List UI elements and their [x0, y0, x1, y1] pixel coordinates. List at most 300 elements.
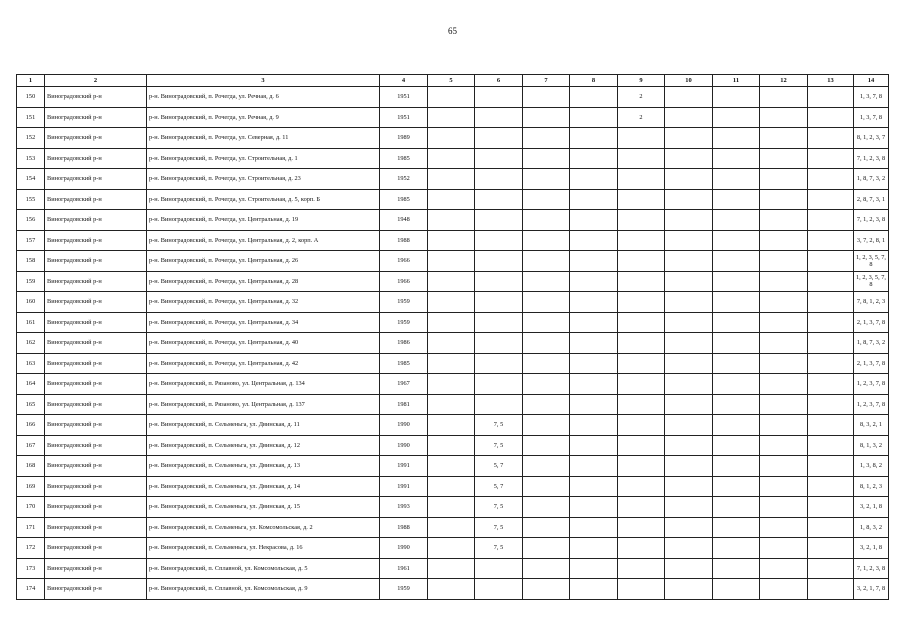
page-number: 65 [448, 26, 457, 36]
column-9-cell [618, 374, 665, 395]
address-cell: р-н. Виноградовский, п. Сельменьга, ул. Двинская, д. 13 [147, 456, 380, 477]
column-11-cell [713, 189, 760, 210]
table-row [17, 476, 889, 497]
column-8-cell [570, 312, 618, 333]
table-row [17, 107, 889, 128]
row-number: 150 [17, 87, 45, 108]
column-9-cell [618, 271, 665, 292]
column-7-cell [523, 456, 570, 477]
district-cell: Виноградовский р-н [45, 148, 147, 169]
address-cell: р-н. Виноградовский, п. Рочегда, ул. Северная, д. 11 [147, 128, 380, 149]
column-12-cell [760, 271, 808, 292]
column-6-cell [475, 251, 523, 272]
district-cell: Виноградовский р-н [45, 292, 147, 313]
row-number: 169 [17, 476, 45, 497]
column-5-cell [428, 189, 475, 210]
address-cell: р-н. Виноградовский, п. Сплавной, ул. Комсомольская, д. 5 [147, 558, 380, 579]
row-number: 163 [17, 353, 45, 374]
column-9-cell [618, 579, 665, 600]
year-cell: 1991 [380, 456, 428, 477]
district-cell: Виноградовский р-н [45, 87, 147, 108]
column-6-cell: 5, 7 [475, 476, 523, 497]
column-7-cell [523, 517, 570, 538]
column-7-cell [523, 497, 570, 518]
district-cell: Виноградовский р-н [45, 456, 147, 477]
column-9-cell [618, 292, 665, 313]
column-5-cell [428, 579, 475, 600]
column-11-cell [713, 456, 760, 477]
row-number: 156 [17, 210, 45, 231]
address-cell: р-н. Виноградовский, п. Рочегда, ул. Центральная, д. 19 [147, 210, 380, 231]
column-6-cell: 7, 5 [475, 415, 523, 436]
table-row [17, 353, 889, 374]
table-row [17, 128, 889, 149]
column-11-cell [713, 292, 760, 313]
column-10-cell [665, 148, 713, 169]
column-8-cell [570, 251, 618, 272]
row-number: 161 [17, 312, 45, 333]
codes-cell: 7, 1, 2, 3, 8 [854, 210, 889, 231]
column-6-cell [475, 230, 523, 251]
row-number: 159 [17, 271, 45, 292]
column-12-cell [760, 538, 808, 559]
year-cell: 1981 [380, 394, 428, 415]
column-7-cell [523, 333, 570, 354]
column-6-cell [475, 579, 523, 600]
table-row [17, 517, 889, 538]
district-cell: Виноградовский р-н [45, 476, 147, 497]
column-13-cell [808, 292, 854, 313]
district-cell: Виноградовский р-н [45, 374, 147, 395]
column-13-cell [808, 579, 854, 600]
column-13-cell [808, 169, 854, 190]
column-5-cell [428, 271, 475, 292]
column-8-cell [570, 374, 618, 395]
year-cell: 1966 [380, 251, 428, 272]
column-9-cell [618, 169, 665, 190]
column-10-cell [665, 374, 713, 395]
codes-cell: 8, 3, 2, 1 [854, 415, 889, 436]
column-5-cell [428, 107, 475, 128]
column-12-cell [760, 230, 808, 251]
column-13-cell [808, 538, 854, 559]
column-11-cell [713, 579, 760, 600]
column-13-cell [808, 128, 854, 149]
column-12-cell [760, 169, 808, 190]
row-number: 158 [17, 251, 45, 272]
column-13-cell [808, 374, 854, 395]
district-cell: Виноградовский р-н [45, 251, 147, 272]
row-number: 154 [17, 169, 45, 190]
year-cell: 1990 [380, 435, 428, 456]
year-cell: 1990 [380, 538, 428, 559]
column-7-cell [523, 169, 570, 190]
column-12-cell [760, 251, 808, 272]
column-7-cell [523, 128, 570, 149]
district-cell: Виноградовский р-н [45, 312, 147, 333]
column-11-cell [713, 374, 760, 395]
table-row [17, 456, 889, 477]
column-13-cell [808, 87, 854, 108]
year-cell: 1959 [380, 579, 428, 600]
column-12-cell [760, 107, 808, 128]
column-10-cell [665, 271, 713, 292]
column-5-cell [428, 353, 475, 374]
address-cell: р-н. Виноградовский, п. Рочегда, ул. Центральная, д. 34 [147, 312, 380, 333]
column-header-9: 9 [618, 75, 665, 87]
row-number: 157 [17, 230, 45, 251]
codes-cell: 7, 1, 2, 3, 8 [854, 558, 889, 579]
codes-cell: 1, 2, 3, 7, 8 [854, 374, 889, 395]
column-8-cell [570, 128, 618, 149]
table-row [17, 189, 889, 210]
row-number: 170 [17, 497, 45, 518]
column-10-cell [665, 292, 713, 313]
address-cell: р-н. Виноградовский, п. Рочегда, ул. Центральная, д. 28 [147, 271, 380, 292]
column-13-cell [808, 210, 854, 231]
year-cell: 1951 [380, 107, 428, 128]
codes-cell: 8, 1, 2, 3 [854, 476, 889, 497]
column-9-cell [618, 312, 665, 333]
column-13-cell [808, 230, 854, 251]
column-9-cell [618, 189, 665, 210]
column-12-cell [760, 312, 808, 333]
district-cell: Виноградовский р-н [45, 538, 147, 559]
column-9-cell: 2 [618, 107, 665, 128]
column-11-cell [713, 107, 760, 128]
column-11-cell [713, 435, 760, 456]
year-cell: 1986 [380, 333, 428, 354]
column-11-cell [713, 394, 760, 415]
column-7-cell [523, 353, 570, 374]
year-cell: 1991 [380, 476, 428, 497]
column-11-cell [713, 148, 760, 169]
column-9-cell [618, 517, 665, 538]
table-body [17, 87, 889, 600]
district-cell: Виноградовский р-н [45, 333, 147, 354]
codes-cell: 3, 2, 1, 8 [854, 497, 889, 518]
table-row [17, 538, 889, 559]
table-row [17, 497, 889, 518]
address-cell: р-н. Виноградовский, п. Рочегда, ул. Центральная, д. 40 [147, 333, 380, 354]
column-header-6: 6 [475, 75, 523, 87]
column-7-cell [523, 374, 570, 395]
column-10-cell [665, 128, 713, 149]
address-cell: р-н. Виноградовский, п. Рочегда, ул. Центральная, д. 26 [147, 251, 380, 272]
codes-cell: 2, 1, 3, 7, 8 [854, 312, 889, 333]
year-cell: 1985 [380, 148, 428, 169]
column-8-cell [570, 435, 618, 456]
column-10-cell [665, 87, 713, 108]
column-11-cell [713, 333, 760, 354]
column-6-cell [475, 148, 523, 169]
column-12-cell [760, 353, 808, 374]
column-13-cell [808, 271, 854, 292]
column-10-cell [665, 189, 713, 210]
address-cell: р-н. Виноградовский, п. Рочегда, ул. Речная, д. 6 [147, 87, 380, 108]
column-6-cell [475, 87, 523, 108]
column-5-cell [428, 476, 475, 497]
column-12-cell [760, 292, 808, 313]
codes-cell: 1, 8, 7, 3, 2 [854, 169, 889, 190]
column-5-cell [428, 251, 475, 272]
table-row [17, 210, 889, 231]
column-10-cell [665, 210, 713, 231]
column-8-cell [570, 230, 618, 251]
data-table [16, 74, 889, 600]
year-cell: 1967 [380, 374, 428, 395]
table-row [17, 148, 889, 169]
column-10-cell [665, 517, 713, 538]
column-9-cell [618, 415, 665, 436]
district-cell: Виноградовский р-н [45, 271, 147, 292]
column-13-cell [808, 394, 854, 415]
table-row [17, 292, 889, 313]
column-header-7: 7 [523, 75, 570, 87]
column-8-cell [570, 579, 618, 600]
year-cell: 1966 [380, 271, 428, 292]
column-10-cell [665, 169, 713, 190]
column-13-cell [808, 435, 854, 456]
district-cell: Виноградовский р-н [45, 415, 147, 436]
column-7-cell [523, 579, 570, 600]
column-6-cell [475, 333, 523, 354]
row-number: 153 [17, 148, 45, 169]
column-10-cell [665, 435, 713, 456]
column-5-cell [428, 230, 475, 251]
column-header-4: 4 [380, 75, 428, 87]
column-5-cell [428, 497, 475, 518]
column-10-cell [665, 538, 713, 559]
column-11-cell [713, 538, 760, 559]
address-cell: р-н. Виноградовский, п. Сельменьга, ул. Двинская, д. 11 [147, 415, 380, 436]
column-10-cell [665, 312, 713, 333]
column-13-cell [808, 558, 854, 579]
column-12-cell [760, 558, 808, 579]
row-number: 162 [17, 333, 45, 354]
address-cell: р-н. Виноградовский, п. Рязаново, ул. Центральная, д. 134 [147, 374, 380, 395]
column-8-cell [570, 476, 618, 497]
address-cell: р-н. Виноградовский, п. Сельменьга, ул. Двинская, д. 14 [147, 476, 380, 497]
column-7-cell [523, 148, 570, 169]
column-6-cell [475, 169, 523, 190]
year-cell: 1985 [380, 189, 428, 210]
column-5-cell [428, 374, 475, 395]
address-cell: р-н. Виноградовский, п. Рочегда, ул. Строительная, д. 23 [147, 169, 380, 190]
column-header-8: 8 [570, 75, 618, 87]
year-cell: 1959 [380, 292, 428, 313]
column-12-cell [760, 333, 808, 354]
column-7-cell [523, 435, 570, 456]
row-number: 155 [17, 189, 45, 210]
year-cell: 1988 [380, 230, 428, 251]
column-8-cell [570, 394, 618, 415]
column-11-cell [713, 251, 760, 272]
column-8-cell [570, 415, 618, 436]
column-7-cell [523, 251, 570, 272]
table-row [17, 374, 889, 395]
column-5-cell [428, 169, 475, 190]
column-9-cell [618, 353, 665, 374]
table-row [17, 558, 889, 579]
table-row [17, 333, 889, 354]
column-9-cell [618, 435, 665, 456]
codes-cell: 3, 2, 1, 8 [854, 538, 889, 559]
column-8-cell [570, 169, 618, 190]
year-cell: 1993 [380, 497, 428, 518]
column-11-cell [713, 476, 760, 497]
column-6-cell [475, 394, 523, 415]
address-cell: р-н. Виноградовский, п. Рязаново, ул. Центральная, д. 137 [147, 394, 380, 415]
column-8-cell [570, 292, 618, 313]
column-6-cell [475, 292, 523, 313]
district-cell: Виноградовский р-н [45, 210, 147, 231]
column-header-11: 11 [713, 75, 760, 87]
district-cell: Виноградовский р-н [45, 558, 147, 579]
column-11-cell [713, 517, 760, 538]
column-12-cell [760, 87, 808, 108]
table-row [17, 230, 889, 251]
column-5-cell [428, 456, 475, 477]
column-9-cell [618, 128, 665, 149]
column-11-cell [713, 210, 760, 231]
column-9-cell [618, 538, 665, 559]
district-cell: Виноградовский р-н [45, 230, 147, 251]
column-12-cell [760, 476, 808, 497]
column-11-cell [713, 353, 760, 374]
row-number: 151 [17, 107, 45, 128]
codes-cell: 7, 1, 2, 3, 8 [854, 148, 889, 169]
district-cell: Виноградовский р-н [45, 128, 147, 149]
column-7-cell [523, 312, 570, 333]
column-6-cell [475, 558, 523, 579]
district-cell: Виноградовский р-н [45, 435, 147, 456]
column-6-cell [475, 374, 523, 395]
year-cell: 1951 [380, 87, 428, 108]
column-10-cell [665, 107, 713, 128]
year-cell: 1948 [380, 210, 428, 231]
column-12-cell [760, 394, 808, 415]
address-cell: р-н. Виноградовский, п. Сельменьга, ул. Двинская, д. 12 [147, 435, 380, 456]
column-7-cell [523, 292, 570, 313]
column-9-cell [618, 497, 665, 518]
row-number: 165 [17, 394, 45, 415]
table-row [17, 169, 889, 190]
codes-cell: 1, 2, 3, 5, 7, 8 [854, 251, 889, 272]
column-6-cell: 5, 7 [475, 456, 523, 477]
column-5-cell [428, 148, 475, 169]
column-5-cell [428, 292, 475, 313]
column-8-cell [570, 271, 618, 292]
column-12-cell [760, 189, 808, 210]
column-7-cell [523, 415, 570, 436]
column-10-cell [665, 476, 713, 497]
column-header-10: 10 [665, 75, 713, 87]
column-header-2: 2 [45, 75, 147, 87]
codes-cell: 8, 1, 2, 3, 7 [854, 128, 889, 149]
codes-cell: 2, 8, 7, 3, 1 [854, 189, 889, 210]
column-12-cell [760, 497, 808, 518]
column-8-cell [570, 497, 618, 518]
column-6-cell: 7, 5 [475, 517, 523, 538]
header-row [17, 75, 889, 87]
column-7-cell [523, 271, 570, 292]
column-8-cell [570, 189, 618, 210]
column-7-cell [523, 189, 570, 210]
column-6-cell [475, 312, 523, 333]
table-row [17, 312, 889, 333]
codes-cell: 8, 1, 3, 2 [854, 435, 889, 456]
column-header-12: 12 [760, 75, 808, 87]
column-8-cell [570, 538, 618, 559]
column-7-cell [523, 476, 570, 497]
table-row [17, 435, 889, 456]
column-6-cell [475, 189, 523, 210]
row-number: 174 [17, 579, 45, 600]
codes-cell: 3, 2, 1, 7, 8 [854, 579, 889, 600]
column-13-cell [808, 476, 854, 497]
address-cell: р-н. Виноградовский, п. Рочегда, ул. Центральная, д. 42 [147, 353, 380, 374]
column-9-cell [618, 456, 665, 477]
column-9-cell [618, 230, 665, 251]
row-number: 164 [17, 374, 45, 395]
district-cell: Виноградовский р-н [45, 517, 147, 538]
column-10-cell [665, 394, 713, 415]
column-9-cell [618, 251, 665, 272]
codes-cell: 1, 3, 7, 8 [854, 87, 889, 108]
codes-cell: 1, 8, 7, 3, 2 [854, 333, 889, 354]
column-10-cell [665, 333, 713, 354]
column-8-cell [570, 558, 618, 579]
year-cell: 1989 [380, 128, 428, 149]
column-13-cell [808, 517, 854, 538]
codes-cell: 2, 1, 3, 7, 8 [854, 353, 889, 374]
address-cell: р-н. Виноградовский, п. Сельменьга, ул. Комсомольская, д. 2 [147, 517, 380, 538]
column-12-cell [760, 517, 808, 538]
column-6-cell [475, 353, 523, 374]
column-6-cell [475, 210, 523, 231]
codes-cell: 3, 7, 2, 8, 1 [854, 230, 889, 251]
address-cell: р-н. Виноградовский, п. Сельменьга, ул. Двинская, д. 15 [147, 497, 380, 518]
codes-cell: 7, 8, 1, 2, 3 [854, 292, 889, 313]
row-number: 167 [17, 435, 45, 456]
column-12-cell [760, 128, 808, 149]
column-10-cell [665, 579, 713, 600]
codes-cell: 1, 3, 7, 8 [854, 107, 889, 128]
table-row [17, 394, 889, 415]
column-13-cell [808, 353, 854, 374]
column-5-cell [428, 312, 475, 333]
year-cell: 1952 [380, 169, 428, 190]
column-13-cell [808, 251, 854, 272]
column-6-cell [475, 107, 523, 128]
column-13-cell [808, 189, 854, 210]
table-row [17, 579, 889, 600]
column-header-3: 3 [147, 75, 380, 87]
column-11-cell [713, 497, 760, 518]
column-9-cell [618, 333, 665, 354]
codes-cell: 1, 8, 3, 2 [854, 517, 889, 538]
column-8-cell [570, 517, 618, 538]
row-number: 173 [17, 558, 45, 579]
column-7-cell [523, 210, 570, 231]
column-header-13: 13 [808, 75, 854, 87]
column-12-cell [760, 374, 808, 395]
codes-cell: 1, 2, 3, 5, 7, 8 [854, 271, 889, 292]
column-7-cell [523, 87, 570, 108]
column-9-cell [618, 210, 665, 231]
column-6-cell: 7, 5 [475, 497, 523, 518]
